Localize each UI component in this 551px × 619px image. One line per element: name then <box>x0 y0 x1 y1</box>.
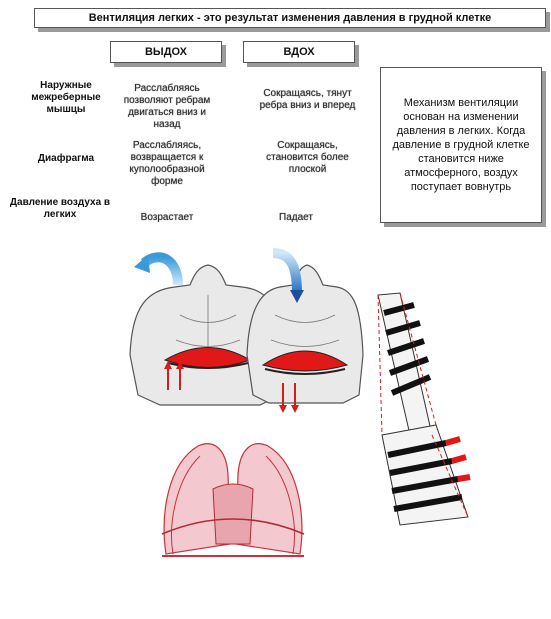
row-label-intercostal: Наружные межреберные мышцы <box>31 80 101 115</box>
cell-diaphragm-inhale: Сокращаясь, становится более плоской <box>266 140 349 175</box>
row-label-pressure: Давление воздуха в легких <box>9 197 111 220</box>
torso-inhale-illustration <box>245 245 365 420</box>
page-title: Вентиляция легких - это результат изменения давления в грудной клетке <box>34 8 546 28</box>
cell-pressure-exhale: Возрастает <box>140 212 194 223</box>
lungs-cross-section-illustration <box>158 434 308 559</box>
ribcage-side-view-illustration <box>370 285 480 535</box>
info-text: Механизм вентиляции основан на изменении давления в легких. Когда давление в грудной клетке становится ниже атмосферного, воздух поступает вовнутрь <box>392 97 530 193</box>
row-label-diaphragm: Диафрагма <box>37 153 95 164</box>
info-box <box>380 67 542 223</box>
cell-diaphragm-exhale: Расслабляясь, возвращается к куполообразной форме <box>129 140 205 187</box>
column-header-exhale: ВЫДОХ <box>110 41 222 63</box>
cell-pressure-inhale: Падает <box>279 212 313 223</box>
column-header-inhale: ВДОХ <box>243 41 355 63</box>
cell-intercostal-exhale: Расслабляясь позволяют ребрам двигаться вниз и назад <box>123 83 211 130</box>
cell-intercostal-inhale: Сокращаясь, тянут ребра вниз и вперед <box>259 88 356 111</box>
